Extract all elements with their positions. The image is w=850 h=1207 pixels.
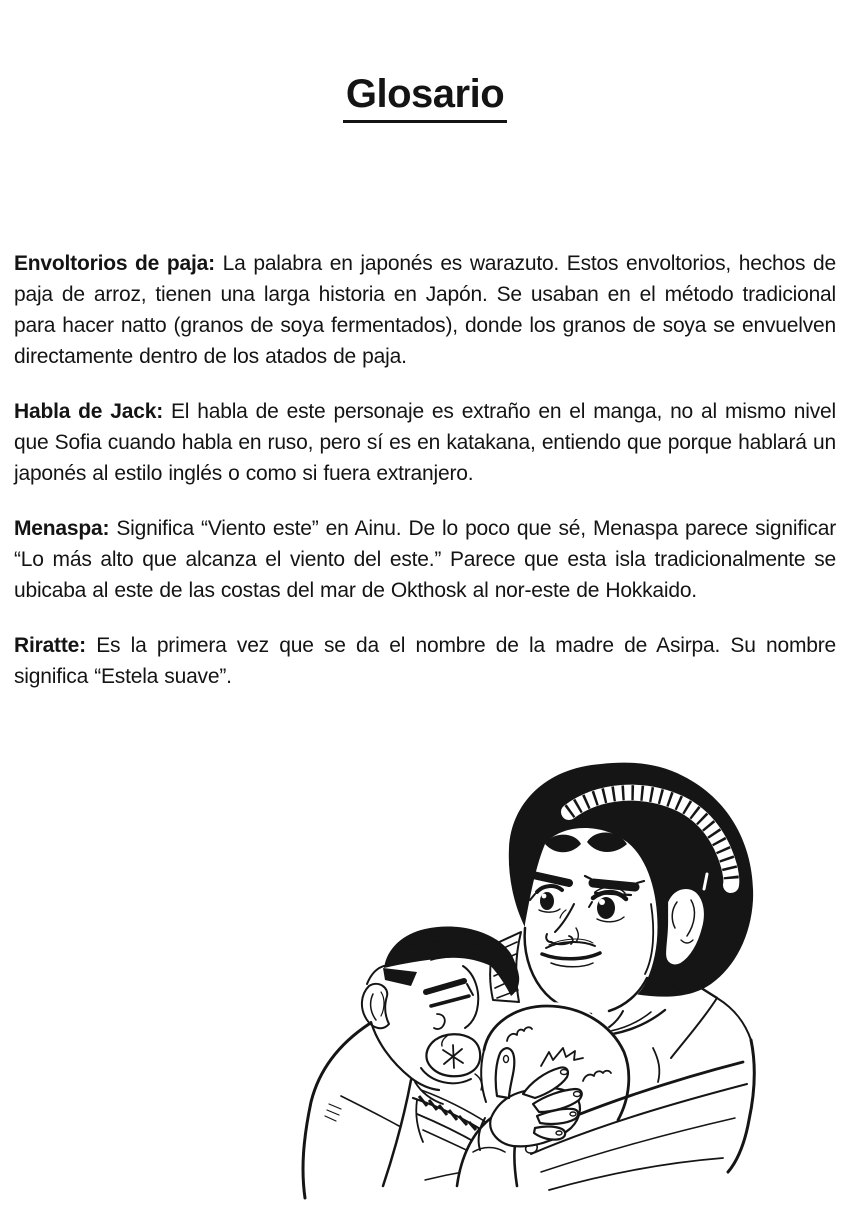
glossary-entries	[14, 149, 836, 692]
glossary-term: Menaspa:	[14, 517, 110, 541]
illustration-mother-and-baby	[283, 752, 760, 1207]
baby-body	[303, 1024, 443, 1198]
baby-closed-eye	[426, 981, 473, 1006]
baby-ear	[362, 984, 389, 1028]
glossary-definition: El habla de este personaje es extraño en el manga, no al mismo nivel que Sofia cuando habla en ruso, pero sí es en katakana, entiendo que porque hablará un japonés al estilo inglés o como si fuera extranjero.	[14, 400, 836, 486]
glossary-definition: Es la primera vez que se da el nombre de la madre de Asirpa. Su nombre significa “Estela suave”.	[14, 634, 836, 689]
glossary-definition: Significa “Viento este” en Ainu. De lo poco que sé, Menaspa parece significar “Lo más alto que alcanza el viento del este.” Parece que esta isla tradicionalmente se ubicaba al este de las costas del mar de Okthosk al nor-este de Hokkaido.	[14, 517, 836, 603]
baby-nose	[434, 1014, 445, 1029]
baby-lips	[426, 1034, 480, 1076]
glossary-entry	[14, 248, 836, 372]
mother-face	[525, 828, 658, 1012]
glossary-definition: La palabra en japonés es warazuto. Estos envoltorios, hechos de paja de arroz, tienen una larga historia en Japón. Se usaban en el método tradicional para hacer natto (granos de soya fermentados), donde los granos de soya se envuelven directamente dentro de los atados de paja.	[14, 252, 836, 369]
glossary-entry	[14, 630, 836, 692]
glossary-entry	[14, 396, 836, 489]
glossary-entry	[14, 513, 836, 606]
page-header	[0, 0, 850, 149]
page-title: Glosario	[343, 72, 507, 123]
glossary-term: Habla de Jack:	[14, 400, 163, 424]
glossary-term: Riratte:	[14, 634, 86, 658]
glossary-term: Envoltorios de paja:	[14, 252, 215, 276]
